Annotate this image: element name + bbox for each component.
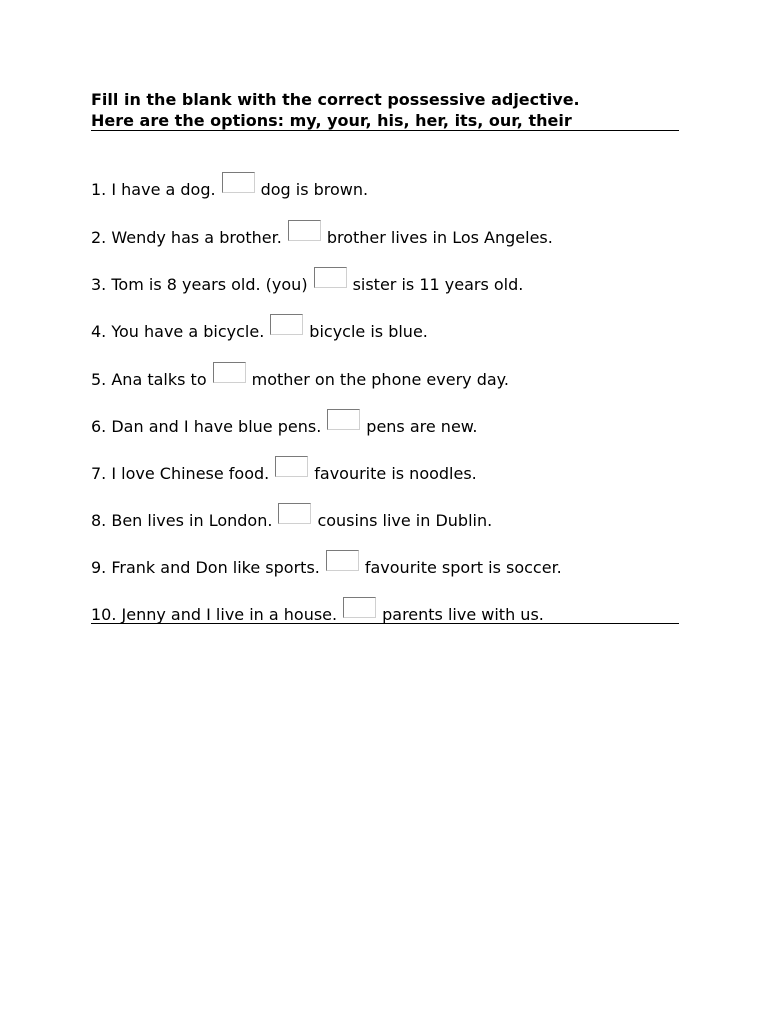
footer-divider — [91, 623, 679, 624]
answer-input-5[interactable] — [213, 362, 246, 383]
question-3 — [91, 271, 523, 295]
question-1 — [91, 176, 368, 200]
question-10-rest: parents live with us. — [382, 605, 544, 624]
answer-input-2[interactable] — [288, 220, 321, 241]
question-5 — [91, 366, 509, 390]
instructions-title: Fill in the blank with the correct possessive adjective. — [91, 90, 580, 109]
question-8-rest: cousins live in Dublin. — [317, 511, 493, 530]
question-4-prompt: 4. You have a bicycle. — [91, 322, 265, 341]
question-8 — [91, 507, 492, 531]
question-2-rest: brother lives in Los Angeles. — [326, 228, 553, 247]
question-8-prompt: 8. Ben lives in London. — [91, 511, 273, 530]
question-10-prompt: 10. Jenny and I live in a house. — [91, 605, 338, 624]
answer-input-8[interactable] — [278, 503, 311, 524]
question-3-prompt: 3. Tom is 8 years old. (you) — [91, 275, 308, 294]
answer-input-7[interactable] — [275, 456, 308, 477]
question-7 — [91, 460, 477, 484]
question-4 — [91, 318, 428, 342]
answer-input-6[interactable] — [327, 409, 360, 430]
header-divider — [91, 130, 679, 131]
question-5-prompt: 5. Ana talks to — [91, 370, 207, 389]
question-9-prompt: 9. Frank and Don like sports. — [91, 558, 320, 577]
answer-input-3[interactable] — [314, 267, 347, 288]
question-2-prompt: 2. Wendy has a brother. — [91, 228, 282, 247]
answer-input-9[interactable] — [326, 550, 359, 571]
question-5-rest: mother on the phone every day. — [251, 370, 509, 389]
question-4-rest: bicycle is blue. — [309, 322, 428, 341]
question-10 — [91, 601, 544, 625]
question-1-prompt: 1. I have a dog. — [91, 180, 216, 199]
question-7-prompt: 7. I love Chinese food. — [91, 464, 270, 483]
question-6 — [91, 413, 478, 437]
question-9 — [91, 554, 562, 578]
worksheet-header — [91, 89, 678, 131]
answer-input-10[interactable] — [343, 597, 376, 618]
answer-input-4[interactable] — [270, 314, 303, 335]
question-1-rest: dog is brown. — [260, 180, 369, 199]
question-6-rest: pens are new. — [366, 417, 478, 436]
question-3-rest: sister is 11 years old. — [352, 275, 524, 294]
question-2 — [91, 224, 553, 248]
answer-input-1[interactable] — [222, 172, 255, 193]
question-9-rest: favourite sport is soccer. — [364, 558, 562, 577]
question-7-rest: favourite is noodles. — [314, 464, 477, 483]
options-line: Here are the options: my, your, his, her, its, our, their — [91, 111, 572, 130]
question-6-prompt: 6. Dan and I have blue pens. — [91, 417, 322, 436]
